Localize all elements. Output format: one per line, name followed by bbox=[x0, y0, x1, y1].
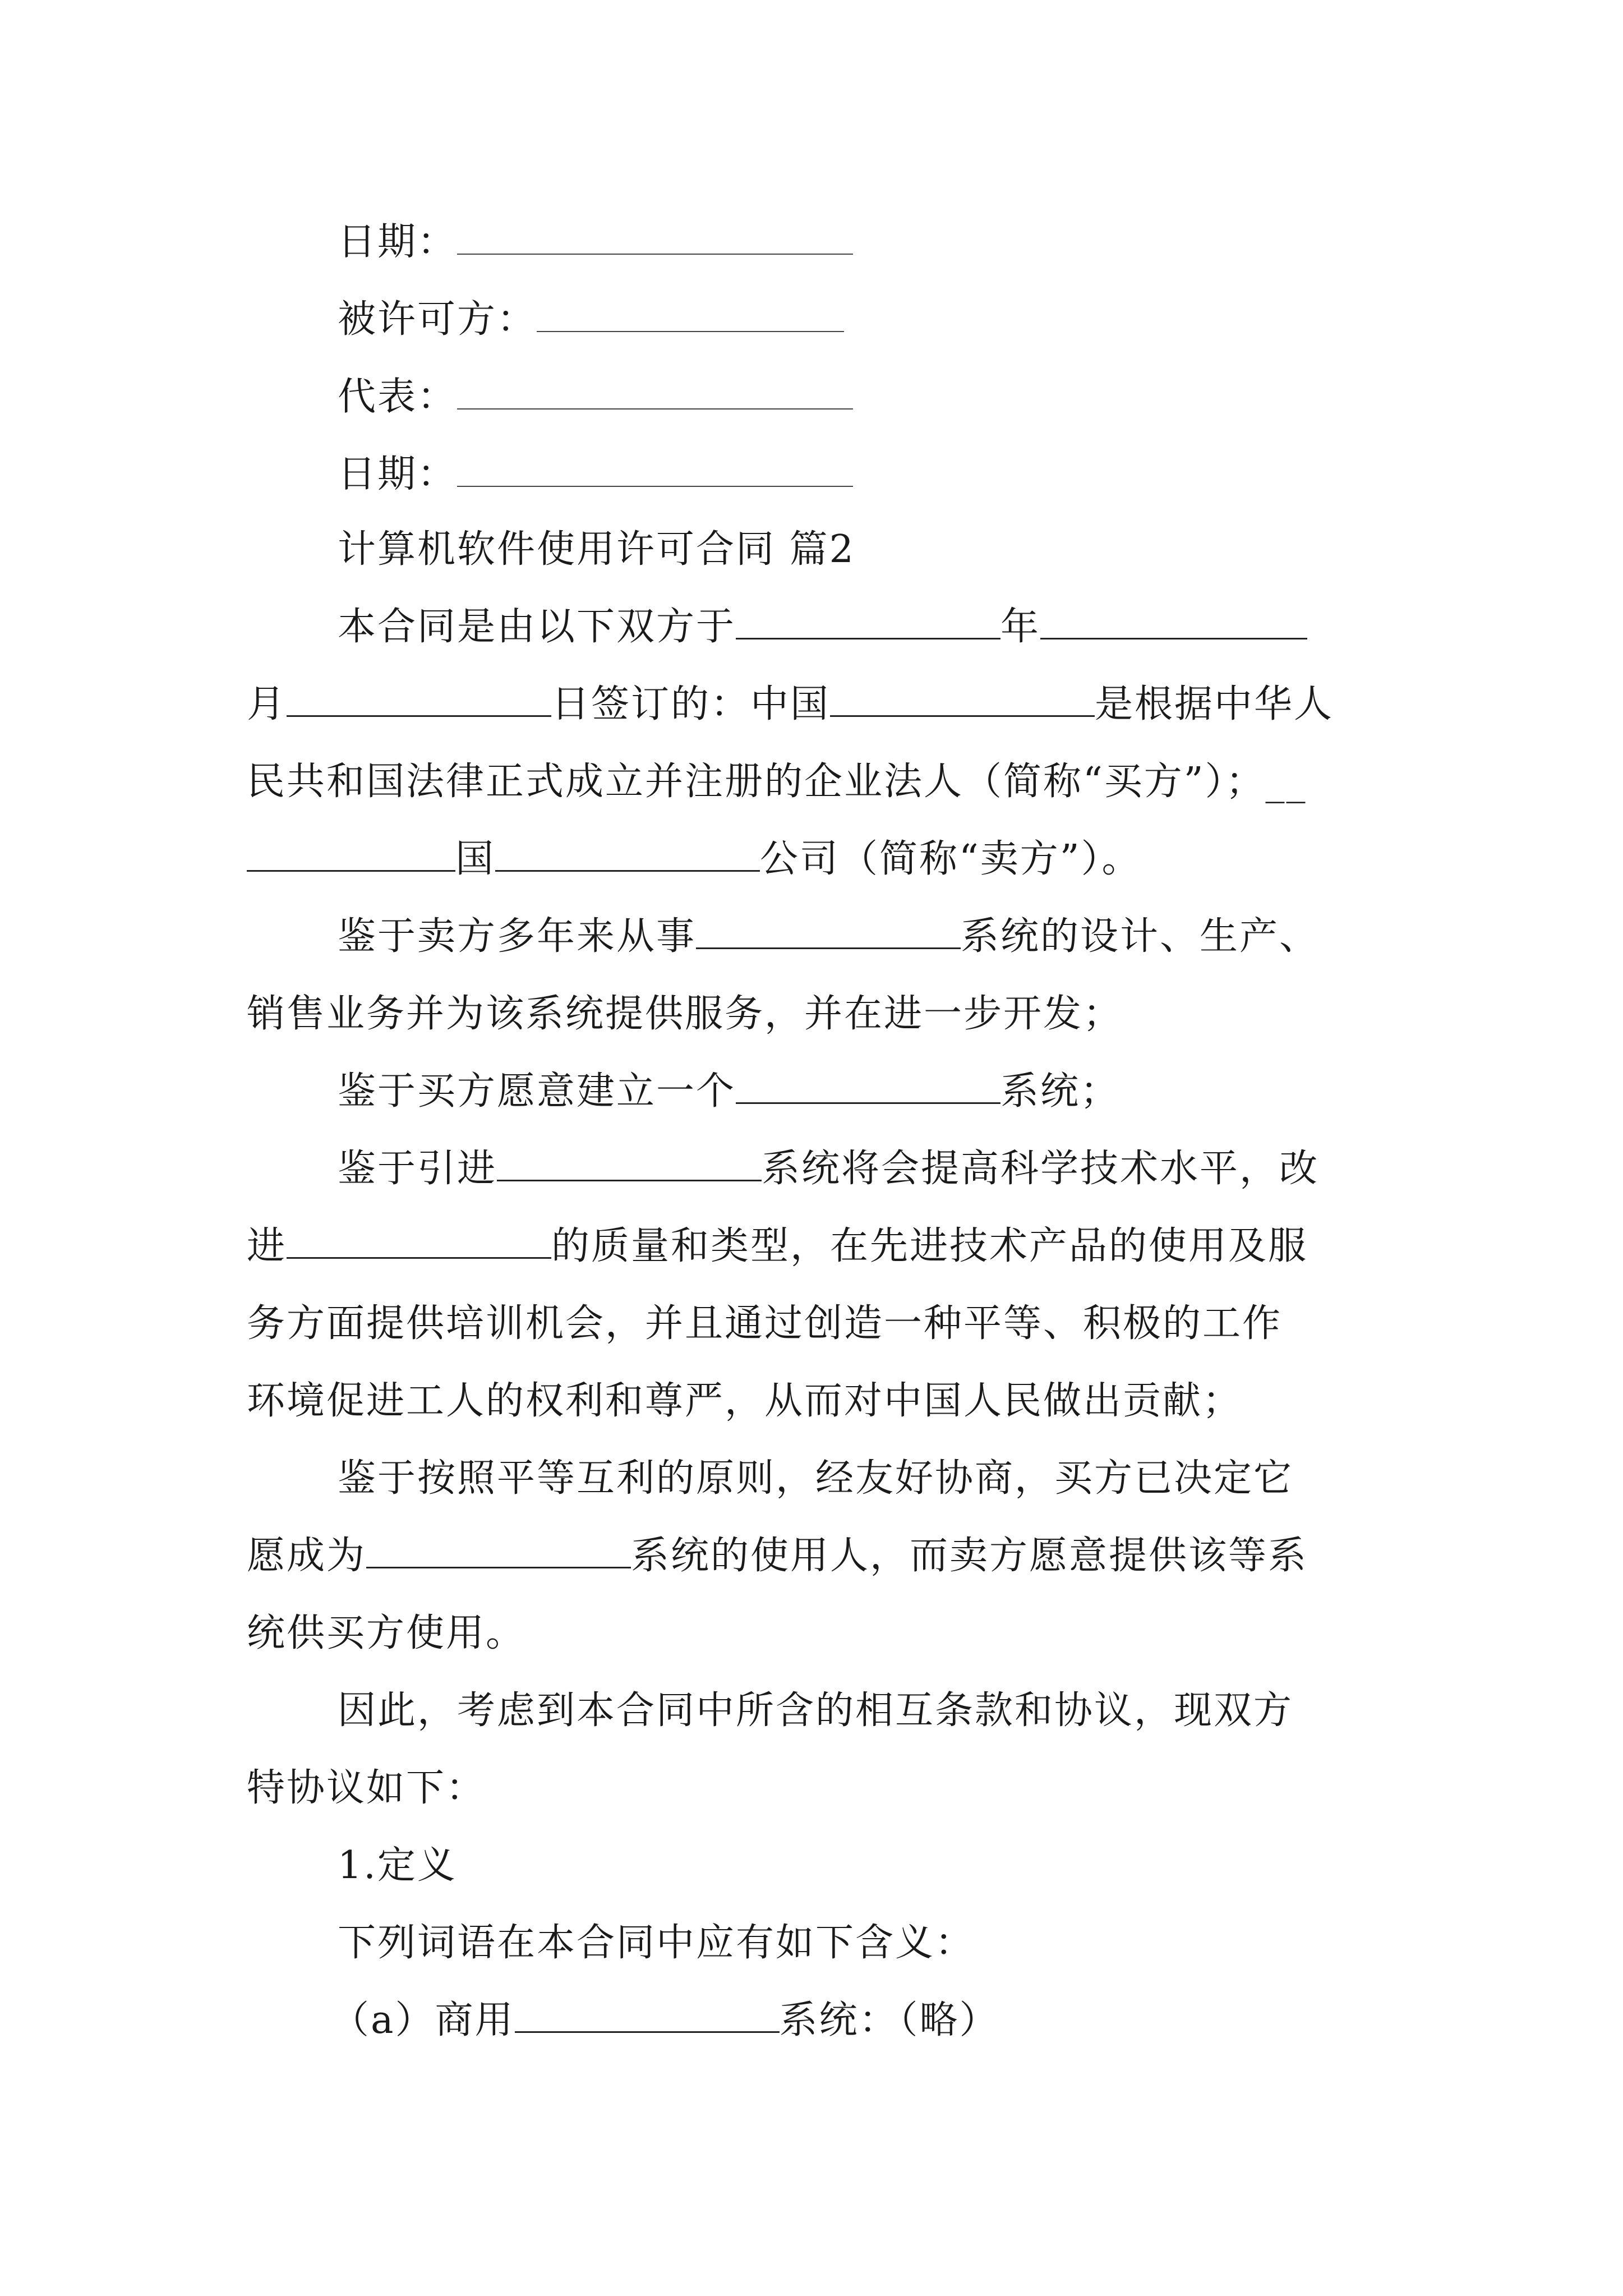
whereas-text: 系统； bbox=[1000, 1069, 1121, 1114]
country-blank bbox=[247, 835, 455, 872]
date-blank bbox=[457, 220, 853, 255]
intro-text: 本合同是由以下双方于 bbox=[338, 605, 736, 649]
definitions-intro: 下列词语在本合同中应有如下含义： bbox=[338, 1921, 975, 1965]
product-blank bbox=[287, 1222, 551, 1259]
rep-label: 代表： bbox=[338, 375, 458, 419]
definition-item-a bbox=[331, 1993, 999, 2049]
intro-text: 是根据中华人 bbox=[1095, 682, 1334, 726]
whereas-1-line-2: 销售业务并为该系统提供服务，并在进一步开发； bbox=[247, 992, 1123, 1036]
definition-text: 系统：（略） bbox=[779, 1998, 999, 2042]
whereas-3-line-3: 务方面提供培训机会，并且通过创造一种平等、积极的工作 bbox=[247, 1301, 1283, 1346]
whereas-text: 愿成为 bbox=[247, 1534, 367, 1578]
whereas-3-line-4: 环境促进工人的权利和尊严，从而对中国人民做出贡献； bbox=[247, 1379, 1243, 1423]
therefore-line-2: 特协议如下： bbox=[247, 1766, 486, 1810]
system-blank bbox=[515, 1996, 780, 2033]
definition-text: （a）商用 bbox=[331, 1998, 515, 2042]
intro-line-1 bbox=[338, 599, 1307, 655]
intro-line-4 bbox=[247, 831, 1142, 887]
intro-text: 公司（简称“卖方”）。 bbox=[760, 837, 1142, 881]
whereas-4-line-2 bbox=[247, 1528, 1308, 1584]
day-blank bbox=[287, 680, 551, 717]
whereas-text: 进 bbox=[247, 1224, 287, 1268]
whereas-text: 系统的使用人，而卖方愿意提供该等系 bbox=[631, 1534, 1308, 1578]
month-blank bbox=[1040, 603, 1307, 639]
licensee-label: 被许可方： bbox=[338, 297, 537, 342]
signature-licensee-row bbox=[338, 292, 844, 348]
rep-blank bbox=[457, 375, 853, 409]
whereas-text: 鉴于买方愿意建立一个 bbox=[338, 1069, 736, 1114]
intro-line-3: 民共和国法律正式成立并注册的企业法人（简称“买方”）；__ bbox=[247, 760, 1307, 804]
whereas-4-line-3: 统供买方使用。 bbox=[247, 1611, 526, 1655]
whereas-text: 系统的设计、生产、 bbox=[961, 914, 1320, 959]
intro-text: 月 bbox=[247, 682, 287, 726]
intro-text: 日签订的：中国 bbox=[551, 682, 831, 726]
system-blank bbox=[497, 1145, 762, 1181]
intro-line-2 bbox=[247, 677, 1334, 733]
whereas-3-line-1 bbox=[338, 1141, 1319, 1197]
intro-text: 国 bbox=[455, 837, 496, 881]
signature-date-row-2 bbox=[338, 447, 853, 503]
year-blank bbox=[736, 603, 1000, 639]
whereas-text: 系统将会提高科学技术水平，改 bbox=[762, 1147, 1320, 1191]
intro-text: 年 bbox=[1000, 605, 1041, 649]
signature-date-row-1 bbox=[338, 214, 853, 270]
seller-name-blank bbox=[495, 835, 760, 872]
buyer-name-blank bbox=[830, 680, 1095, 717]
section-heading: 计算机软件使用许可合同 篇2 bbox=[338, 527, 855, 572]
date-label: 日期： bbox=[338, 220, 458, 264]
whereas-3-line-2 bbox=[247, 1218, 1308, 1274]
therefore-line-1: 因此，考虑到本合同中所含的相互条款和协议，现双方 bbox=[338, 1688, 1294, 1733]
system-blank bbox=[696, 913, 961, 949]
whereas-text: 鉴于引进 bbox=[338, 1147, 497, 1191]
whereas-2-line-1 bbox=[338, 1064, 1120, 1120]
whereas-1-line-1 bbox=[338, 909, 1319, 965]
licensee-blank bbox=[537, 297, 844, 332]
signature-rep-row bbox=[338, 369, 853, 425]
system-blank bbox=[366, 1532, 631, 1568]
date-blank bbox=[457, 452, 853, 487]
whereas-text: 的质量和类型，在先进技术产品的使用及服 bbox=[551, 1224, 1308, 1268]
definitions-title: 1.定义 bbox=[338, 1843, 457, 1888]
whereas-text: 鉴于卖方多年来从事 bbox=[338, 914, 697, 959]
system-blank bbox=[736, 1068, 1000, 1104]
whereas-4-line-1: 鉴于按照平等互利的原则，经友好协商，买方已决定它 bbox=[338, 1456, 1294, 1501]
date-label: 日期： bbox=[338, 452, 458, 496]
